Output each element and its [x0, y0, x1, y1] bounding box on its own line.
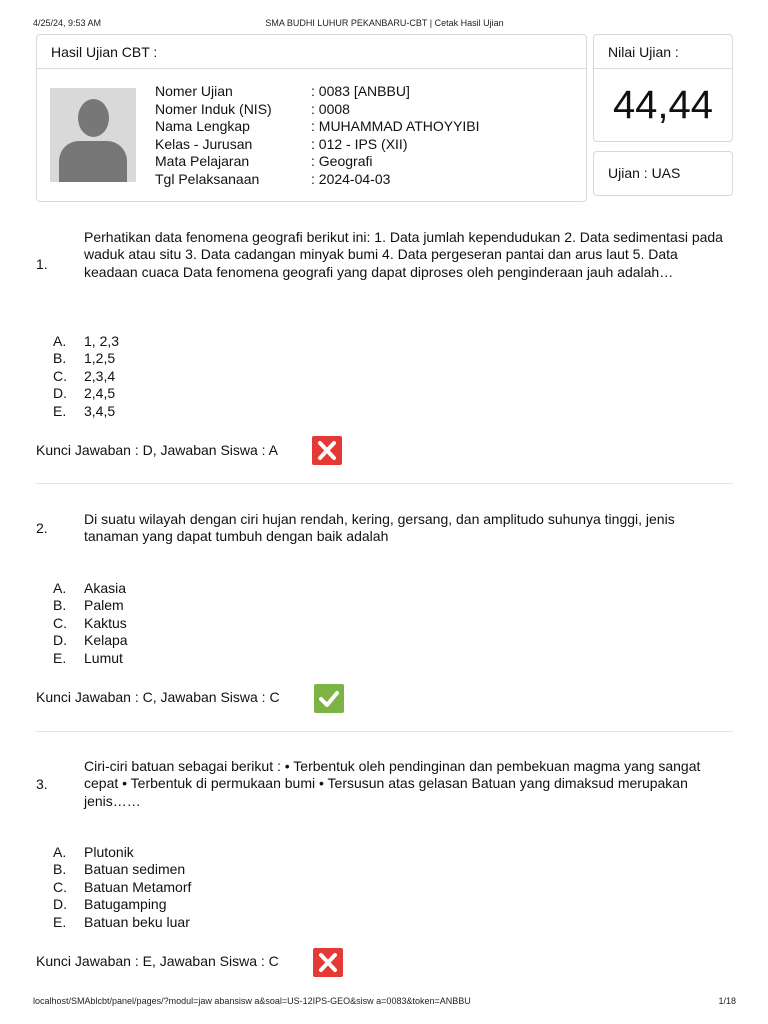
info-value: : 0008: [311, 100, 350, 117]
option-letter: E.: [53, 649, 67, 666]
option-letter: B.: [53, 861, 67, 878]
option-letter: A.: [53, 333, 67, 349]
option-text: Kelapa: [84, 632, 128, 649]
option-letter: D.: [53, 632, 67, 649]
info-value: : 2024-04-03: [311, 170, 391, 187]
page-number: 1/18: [718, 996, 736, 1006]
cross-icon: [312, 436, 342, 465]
score-value: 44,44: [612, 83, 714, 127]
print-footer: [33, 996, 736, 1008]
option-letter: E.: [53, 913, 67, 930]
option-text: 1,2,5: [84, 350, 116, 367]
option-letter: C.: [53, 614, 67, 631]
print-header: [33, 18, 736, 30]
answer-key-line: Kunci Jawaban : E, Jawaban Siswa : C: [36, 953, 279, 969]
option-text: Kaktus: [84, 614, 127, 631]
option-text: 2,4,5: [84, 385, 116, 402]
question-text: Perhatikan data fenomena geografi berikut ini: 1. Data jumlah kependudukan 2. Data sedimentasi pada waduk atau situ 3. Data cadangan minyak bumi 4. Data pergeseran pantai dan arus laut 5. Data keadaan cuaca Data fenomena geografi yang dapat diproses oleh penginderaan jauh adalah…: [84, 229, 723, 280]
option-text: Plutonik: [84, 844, 134, 860]
question-divider: [36, 483, 733, 484]
answer-key-line: Kunci Jawaban : D, Jawaban Siswa : A: [36, 442, 279, 458]
option-text: Akasia: [84, 580, 127, 596]
info-label: Kelas - Jurusan: [155, 135, 253, 152]
question-block: [36, 758, 733, 980]
info-value: : Geografi: [311, 153, 373, 169]
print-datetime: 4/25/24, 9:53 AM: [33, 18, 102, 28]
option-text: Batuan sedimen: [84, 861, 186, 878]
option-letter: A.: [53, 844, 67, 860]
student-info-panel: [36, 34, 587, 202]
option-letter: D.: [53, 896, 67, 913]
cross-icon: [313, 948, 343, 977]
score-panel-title: Nilai Ujian :: [594, 35, 732, 69]
option-letter: C.: [53, 878, 67, 895]
option-text: Batuan beku luar: [84, 913, 190, 930]
option-text: Batuan Metamorf: [84, 878, 192, 895]
exam-type-panel: [593, 151, 733, 196]
info-panel-title: Hasil Ujian CBT :: [37, 35, 586, 69]
user-silhouette-icon: [50, 88, 136, 182]
option-text: Batugamping: [84, 896, 167, 913]
option-letter: E.: [53, 402, 67, 419]
option-letter: B.: [53, 350, 67, 367]
exam-type-label: Ujian : UAS: [608, 165, 681, 181]
answer-key-line: Kunci Jawaban : C, Jawaban Siswa : C: [36, 689, 280, 705]
question-text: Ciri-ciri batuan sebagai berikut : • Terbentuk oleh pendinginan dan pembekuan magma yang sangat cepat • Terbentuk di permukaan bumi • Tersusun atas gelasan Batuan yang dimaksud merupakan jenis……: [84, 758, 701, 809]
info-label: Nomer Induk (NIS): [155, 100, 272, 117]
info-value: : 0083 [ANBBU]: [311, 83, 410, 99]
question-number: 1.: [36, 256, 48, 272]
info-value: : 012 - IPS (XII): [311, 135, 408, 152]
option-letter: D.: [53, 385, 67, 402]
question-text: Di suatu wilayah dengan ciri hujan rendah, kering, gersang, dan amplitudo suhunya tinggi, jenis tanaman yang dapat tumbuh dengan baik adalah: [84, 511, 675, 545]
question-number: 2.: [36, 520, 48, 536]
option-text: Palem: [84, 597, 124, 614]
score-panel: [593, 34, 733, 142]
print-url: localhost/SMAblcbt/panel/pages/?modul=jaw abansisw a&soal=US-12IPS-GEO&sisw a=0083&token=ANBBU: [33, 996, 471, 1006]
info-label: Nama Lengkap: [155, 118, 250, 134]
question-block: [36, 229, 733, 469]
option-text: 3,4,5: [84, 402, 116, 419]
option-text: 2,3,4: [84, 367, 116, 384]
info-label: Mata Pelajaran: [155, 153, 250, 169]
info-label: Nomer Ujian: [155, 83, 233, 99]
question-number: 3.: [36, 776, 48, 792]
option-letter: A.: [53, 580, 67, 596]
question-divider: [36, 731, 733, 732]
print-title: SMA BUDHI LUHUR PEKANBARU-CBT | Cetak Hasil Ujian: [265, 18, 504, 28]
question-block: [36, 511, 733, 721]
option-letter: B.: [53, 597, 67, 614]
option-text: Lumut: [84, 649, 123, 666]
checkmark-icon: [314, 684, 344, 713]
info-value: : MUHAMMAD ATHOYYIBI: [311, 118, 480, 134]
option-text: 1, 2,3: [84, 333, 120, 349]
option-letter: C.: [53, 367, 67, 384]
info-label: Tgl Pelaksanaan: [155, 170, 260, 187]
